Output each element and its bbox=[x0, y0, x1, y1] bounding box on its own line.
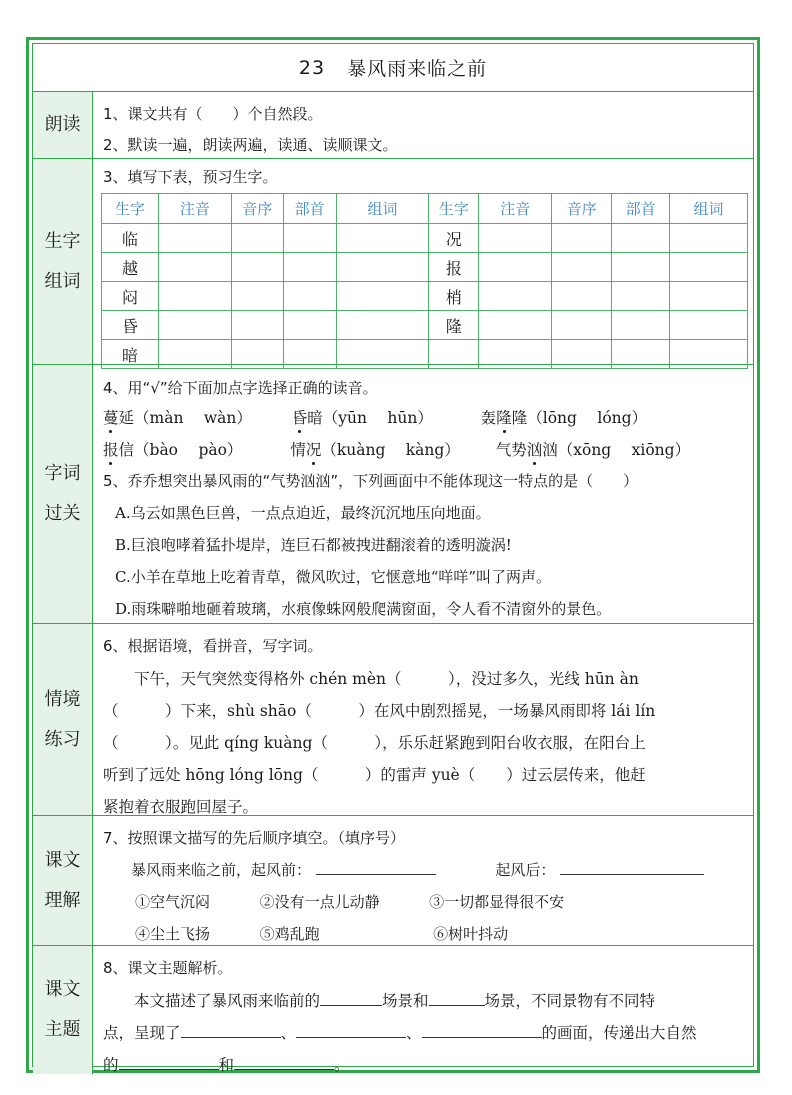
radical-cell[interactable] bbox=[283, 253, 336, 282]
option-b: B.巨浪咆哮着猛扑堤岸，连巨石都被拽进翻滚着的透明漩涡! bbox=[115, 536, 512, 554]
before-wind-blank[interactable] bbox=[316, 859, 436, 875]
theme-blank[interactable] bbox=[422, 1022, 542, 1038]
theme-line-3: 的 和 。 bbox=[103, 1056, 350, 1074]
label-text: 朗读 bbox=[44, 114, 81, 135]
section-label bbox=[33, 365, 93, 623]
section-reading bbox=[33, 92, 753, 159]
q7-text: 7、按照课文描写的先后顺序填空。（填序号） bbox=[103, 829, 406, 847]
initial-cell[interactable] bbox=[552, 282, 612, 311]
q8-text: 8、课文主题解析。 bbox=[103, 959, 233, 977]
section-content bbox=[93, 816, 753, 945]
theme-blank[interactable] bbox=[181, 1022, 281, 1038]
section-label bbox=[33, 816, 93, 945]
char-cell: 梢 bbox=[429, 282, 479, 311]
header-cell: 部首 bbox=[283, 194, 336, 224]
pron-item: 情况（kuàng kàng） bbox=[290, 441, 460, 459]
section-characters bbox=[33, 159, 753, 365]
pron-item: 轰隆隆（lōng lóng） bbox=[481, 409, 647, 427]
theme-blank[interactable] bbox=[429, 990, 485, 1006]
dotted-char: 蔓 bbox=[103, 406, 119, 428]
section-content bbox=[93, 946, 753, 1074]
order-option: ③一切都显得很不安 bbox=[429, 893, 565, 911]
pinyin-cell[interactable] bbox=[158, 311, 231, 340]
q4-text: 4、用“√”给下面加点字选择正确的读音。 bbox=[103, 379, 378, 397]
table-header-row bbox=[102, 194, 748, 224]
pinyin-cell[interactable] bbox=[158, 282, 231, 311]
worksheet bbox=[26, 37, 760, 1073]
section-content bbox=[93, 624, 753, 815]
section-theme bbox=[33, 946, 753, 1074]
section-content bbox=[93, 365, 753, 623]
pron-item: 气势汹汹（xōng xiōng） bbox=[496, 441, 690, 459]
dotted-char: 汹 bbox=[527, 438, 543, 460]
radical-cell[interactable] bbox=[612, 311, 670, 340]
passage-line: 紧抱着衣服跑回屋子。 bbox=[103, 798, 259, 816]
pron-item: 报信（bào pào） bbox=[103, 441, 242, 459]
passage-line: 听到了远处 hōng lóng lōng（ ）的雷声 yuè（ ）过云层传来，他赶 bbox=[103, 766, 646, 784]
order-option: ④尘土飞扬 bbox=[135, 925, 211, 943]
pinyin-cell[interactable] bbox=[479, 282, 552, 311]
order-option: ⑥树叶抖动 bbox=[433, 925, 509, 943]
theme-blank[interactable] bbox=[234, 1054, 334, 1070]
theme-blank[interactable] bbox=[320, 990, 382, 1006]
pinyin-cell[interactable] bbox=[158, 253, 231, 282]
order-option: ②没有一点儿动静 bbox=[259, 893, 380, 911]
header-cell: 生字 bbox=[429, 194, 479, 224]
char-cell: 暗 bbox=[102, 340, 159, 369]
label-text: 情境 bbox=[44, 688, 81, 710]
header-cell: 音序 bbox=[231, 194, 283, 224]
char-cell: 临 bbox=[102, 224, 159, 253]
header-cell: 注音 bbox=[158, 194, 231, 224]
section-comprehension bbox=[33, 816, 753, 946]
label-text: 课文 bbox=[44, 849, 81, 871]
header-cell: 组词 bbox=[336, 194, 429, 224]
worksheet-frame bbox=[32, 43, 754, 1074]
dotted-char: 况 bbox=[306, 438, 322, 460]
label-text: 组词 bbox=[44, 270, 81, 292]
char-cell: 昏 bbox=[102, 311, 159, 340]
header-cell: 生字 bbox=[102, 194, 159, 224]
initial-cell[interactable] bbox=[231, 311, 283, 340]
section-vocabulary bbox=[33, 365, 753, 624]
lesson-title: 暴风雨来临之前 bbox=[347, 58, 488, 80]
initial-cell[interactable] bbox=[552, 224, 612, 253]
section-label bbox=[33, 946, 93, 1074]
pron-item: 蔓延（màn wàn） bbox=[103, 409, 252, 427]
word-cell[interactable] bbox=[670, 224, 748, 253]
word-cell[interactable] bbox=[670, 311, 748, 340]
header-cell: 音序 bbox=[552, 194, 612, 224]
table-row bbox=[102, 282, 748, 311]
section-context-practice bbox=[33, 624, 753, 816]
initial-cell[interactable] bbox=[552, 253, 612, 282]
before-wind-label: 暴风雨来临之前，起风前： bbox=[131, 861, 312, 879]
passage-line: 下午，天气突然变得格外 chén mèn（ ），没过多久，光线 hūn àn bbox=[103, 670, 639, 688]
pinyin-cell[interactable] bbox=[479, 311, 552, 340]
header-cell: 注音 bbox=[479, 194, 552, 224]
options-row-2 bbox=[135, 923, 508, 944]
word-cell[interactable] bbox=[336, 311, 429, 340]
initial-cell[interactable] bbox=[231, 224, 283, 253]
word-cell[interactable] bbox=[670, 253, 748, 282]
word-cell[interactable] bbox=[670, 282, 748, 311]
char-cell: 况 bbox=[429, 224, 479, 253]
pron-item: 昏暗（yūn hūn） bbox=[292, 409, 433, 427]
after-wind-blank[interactable] bbox=[560, 859, 704, 875]
char-cell: 越 bbox=[102, 253, 159, 282]
dotted-char: 报 bbox=[103, 438, 119, 460]
char-cell: 闷 bbox=[102, 282, 159, 311]
theme-blank[interactable] bbox=[296, 1022, 406, 1038]
char-cell: 隆 bbox=[429, 311, 479, 340]
word-cell[interactable] bbox=[336, 282, 429, 311]
order-row bbox=[131, 859, 704, 880]
q5-text: 5、乔乔想突出暴风雨的“气势汹汹”，下列画面中不能体现这一特点的是（ ） bbox=[103, 472, 639, 490]
order-option: ①空气沉闷 bbox=[135, 893, 211, 911]
char-cell: 报 bbox=[429, 253, 479, 282]
theme-line-1: 本文描述了暴风雨来临前的 场景和 场景，不同景物有不同特 bbox=[103, 992, 656, 1010]
table-row bbox=[102, 311, 748, 340]
radical-cell[interactable] bbox=[612, 224, 670, 253]
initial-cell[interactable] bbox=[231, 253, 283, 282]
label-text: 课文 bbox=[44, 979, 81, 1000]
section-label bbox=[33, 92, 93, 158]
radical-cell[interactable] bbox=[612, 253, 670, 282]
label-text: 理解 bbox=[44, 889, 81, 911]
theme-blank[interactable] bbox=[119, 1054, 219, 1070]
section-content bbox=[93, 159, 753, 364]
pron-row-1 bbox=[103, 406, 647, 428]
label-text: 练习 bbox=[44, 728, 81, 750]
label-text: 字词 bbox=[44, 463, 81, 484]
page-title bbox=[33, 44, 753, 92]
radical-cell[interactable] bbox=[283, 282, 336, 311]
label-text: 过关 bbox=[44, 503, 81, 524]
passage-line: （ ）下来，shù shāo（ ）在风中剧烈摇晃，一场暴风雨即将 lái lín bbox=[103, 702, 656, 720]
q6-text: 6、根据语境，看拼音，写字词。 bbox=[103, 637, 323, 655]
radical-cell[interactable] bbox=[612, 282, 670, 311]
dotted-char: 隆 bbox=[496, 406, 512, 428]
initial-cell[interactable] bbox=[552, 311, 612, 340]
initial-cell[interactable] bbox=[231, 282, 283, 311]
q3-text: 3、填写下表，预习生字。 bbox=[103, 168, 278, 186]
option-d: D.雨珠噼啪地砸着玻璃，水痕像蛛网般爬满窗面，令人看不清窗外的景色。 bbox=[115, 600, 612, 618]
q2-text: 2、默读一遍，朗读两遍，读通、读顺课文。 bbox=[103, 136, 398, 154]
radical-cell[interactable] bbox=[283, 224, 336, 253]
table-row bbox=[102, 224, 748, 253]
pron-row-2 bbox=[103, 438, 690, 460]
section-label bbox=[33, 159, 93, 364]
label-text: 主题 bbox=[44, 1019, 81, 1040]
label-text: 生字 bbox=[44, 230, 81, 252]
pinyin-cell[interactable] bbox=[479, 253, 552, 282]
after-wind-label: 起风后： bbox=[495, 861, 556, 879]
section-label bbox=[33, 624, 93, 815]
header-cell: 组词 bbox=[670, 194, 748, 224]
lesson-number: 23 bbox=[298, 56, 326, 79]
option-c: C.小羊在草地上吃着青草，微风吹过，它惬意地“咩咩”叫了两声。 bbox=[115, 568, 552, 586]
word-cell[interactable] bbox=[336, 224, 429, 253]
pinyin-cell[interactable] bbox=[479, 224, 552, 253]
option-a: A.乌云如黑色巨兽，一点点迫近，最终沉沉地压向地面。 bbox=[115, 504, 491, 522]
header-cell: 部首 bbox=[612, 194, 670, 224]
section-content bbox=[93, 92, 753, 158]
options-row-1 bbox=[135, 891, 564, 912]
table-row bbox=[102, 253, 748, 282]
passage-line: （ ）。见此 qíng kuàng（ ），乐乐赶紧跑到阳台收衣服，在阳台上 bbox=[103, 734, 646, 752]
dotted-char: 昏 bbox=[292, 406, 308, 428]
order-option: ⑤鸡乱跑 bbox=[259, 925, 320, 943]
word-cell[interactable] bbox=[336, 253, 429, 282]
theme-line-2: 点，呈现了 、 、 的画面，传递出大自然 bbox=[103, 1024, 697, 1042]
q1-text: 1、课文共有（ ）个自然段。 bbox=[103, 105, 323, 123]
radical-cell[interactable] bbox=[283, 311, 336, 340]
character-table bbox=[101, 193, 748, 369]
pinyin-cell[interactable] bbox=[158, 224, 231, 253]
